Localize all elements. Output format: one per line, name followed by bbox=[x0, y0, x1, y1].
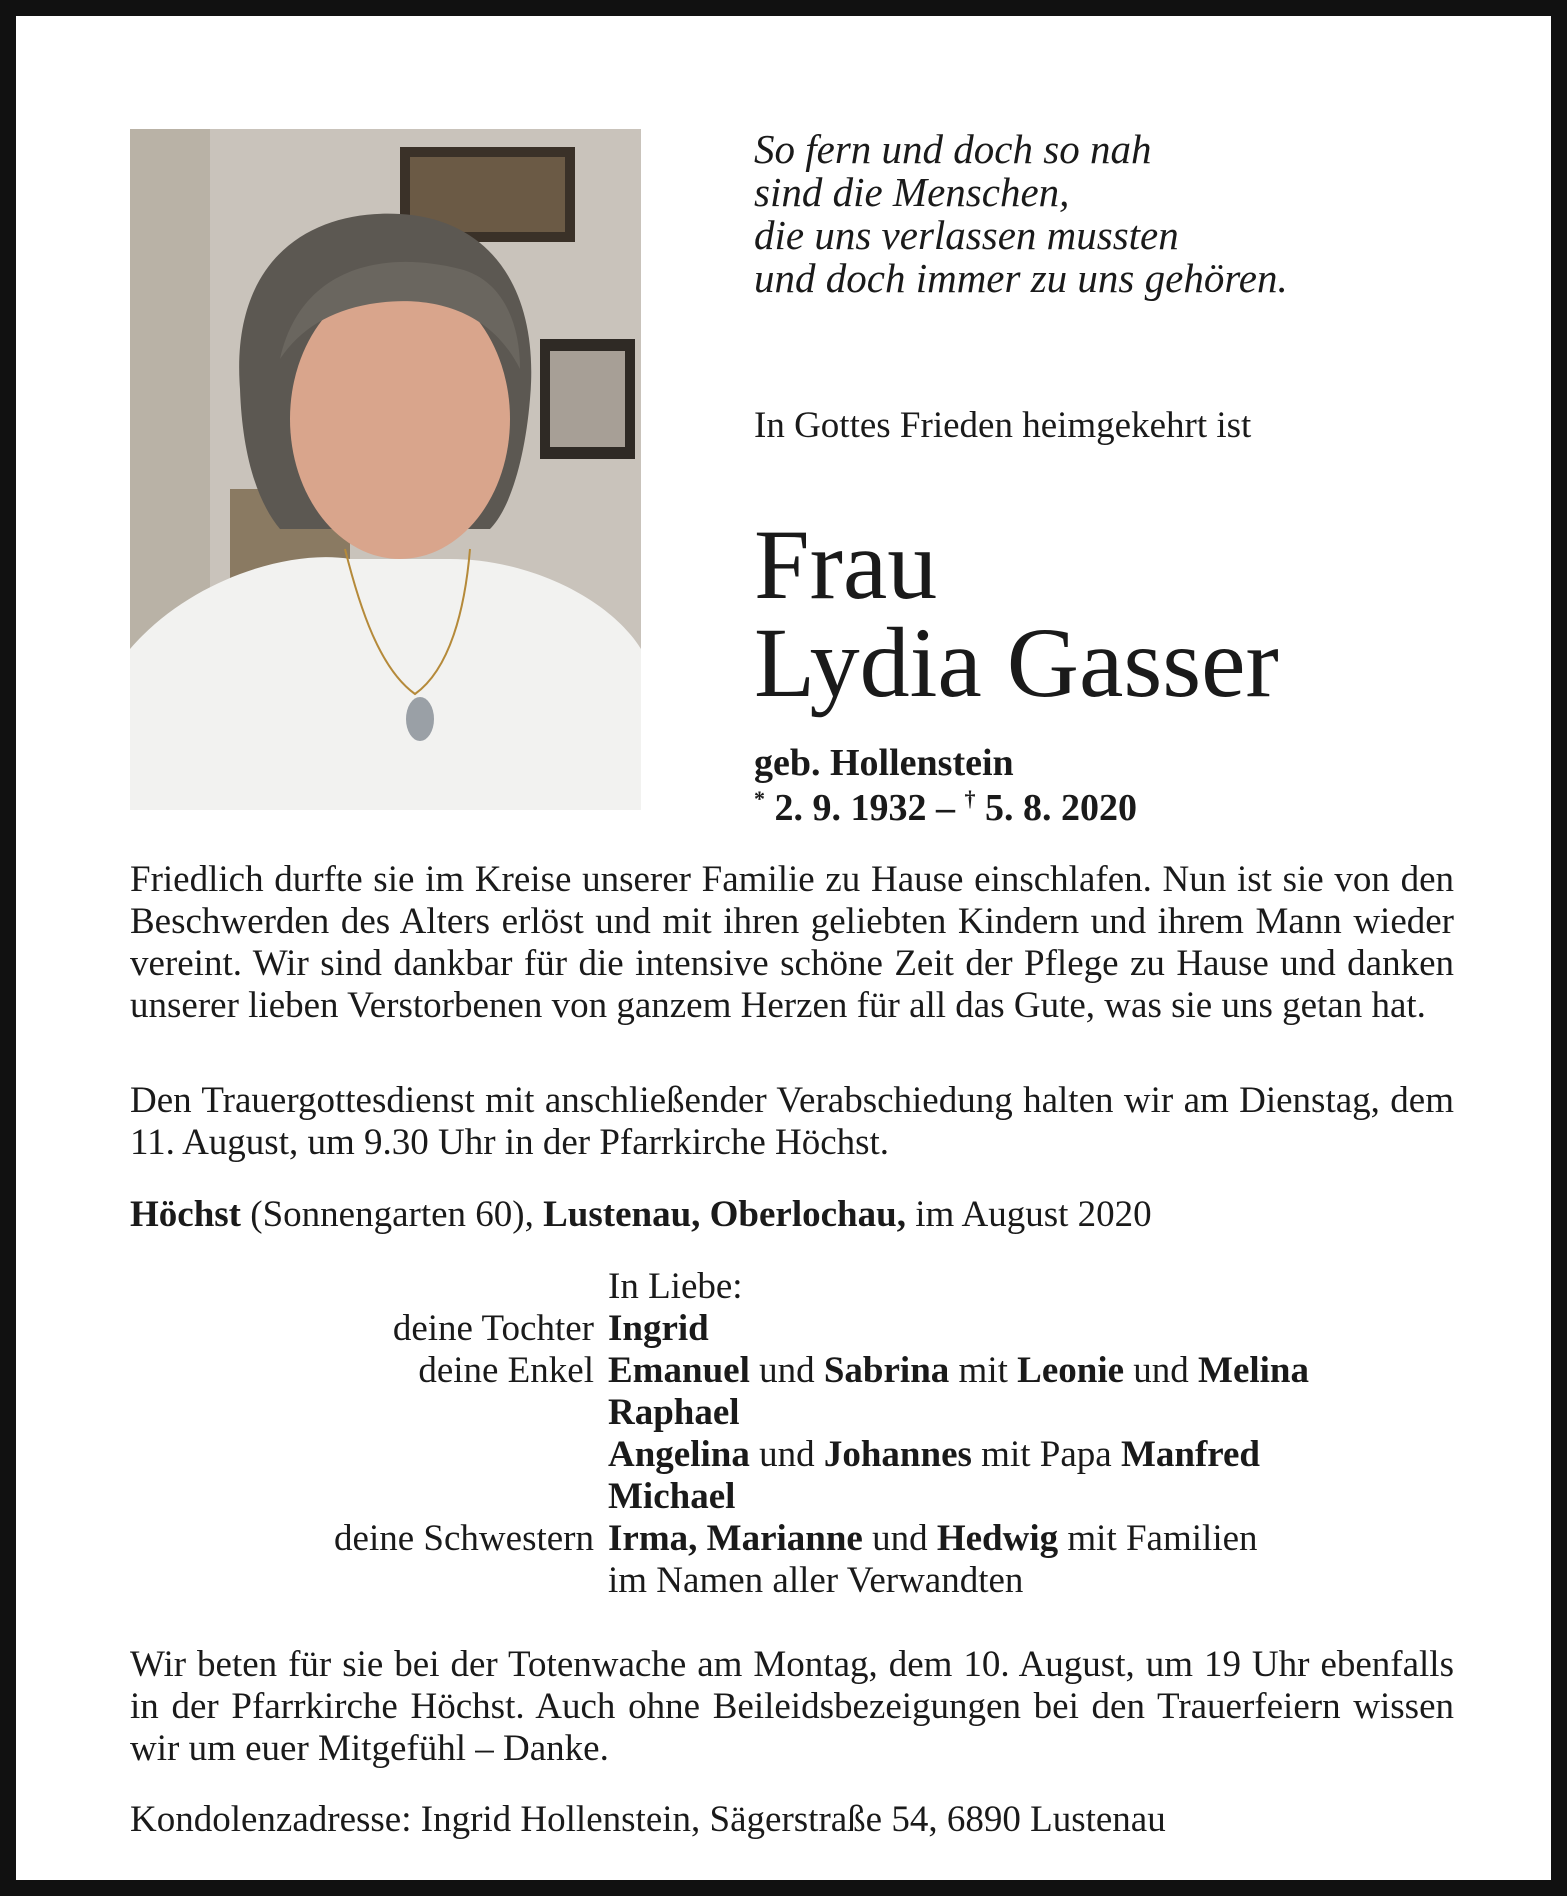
maiden-name: geb. Hollenstein bbox=[754, 742, 1014, 784]
paragraph-service: Den Trauergottesdienst mit anschließender Verabschiedung halten wir am Dienstag, dem 11. August, um 9.30 Uhr in der Pfarrkirche Höchst. bbox=[130, 1080, 1454, 1163]
portrait-photo bbox=[130, 129, 641, 810]
grandchild-name: Raphael bbox=[608, 1392, 740, 1433]
sisters-label: deine Schwestern bbox=[334, 1518, 594, 1559]
condolence-address: Kondolenzadresse: Ingrid Hollenstein, Sägerstraße 54, 6890 Lustenau bbox=[130, 1799, 1166, 1840]
grandchild-name: Sabrina bbox=[823, 1350, 950, 1391]
place-other: Lustenau, Oberlochau, bbox=[543, 1194, 906, 1235]
grandchild-name: Emanuel bbox=[608, 1350, 750, 1391]
place-town: Höchst bbox=[130, 1194, 241, 1235]
deceased-fullname: Lydia Gasser bbox=[754, 607, 1279, 718]
daughter-label: deine Tochter bbox=[392, 1308, 594, 1349]
mourners-row-grandchildren: deine Enkel Emanuel und Sabrina mit Leonie und Melina bbox=[130, 1350, 1470, 1392]
mourners-heading-row bbox=[130, 1266, 1470, 1308]
death-date: 5. 8. 2020 bbox=[985, 787, 1137, 829]
paragraph-wake: Wir beten für sie bei der Totenwache am Montag, dem 10. August, um 19 Uhr ebenfalls in der Pfarrkirche Höchst. Auch ohne Beileidsbezeigungen bei den Trauerfeiern wissen wir um euer Mitgefühl – Danke. bbox=[130, 1644, 1454, 1769]
date-dash: – bbox=[936, 787, 955, 829]
great-grandchild-name: Melina bbox=[1198, 1350, 1310, 1391]
mourners-row-sisters: deine Schwestern Irma, Marianne und Hedwig mit Familien bbox=[130, 1518, 1470, 1560]
mourners-list: In Liebe: deine Tochter Ingrid deine Enkel Emanuel und Sabrina mit Leonie und Melina Raphael Angelina und Johannes mit Papa Manfred Michael deine Schwestern Irma, Marianne und Hedwig mit Familien im Namen aller Verwandten bbox=[130, 1266, 1470, 1602]
birth-date: 2. 9. 1932 bbox=[774, 787, 927, 829]
mourners-heading: In Liebe: bbox=[608, 1266, 743, 1307]
verse-line: So fern und doch so nah bbox=[754, 126, 1152, 172]
daughter-name: Ingrid bbox=[608, 1308, 709, 1349]
mourners-row-daughter bbox=[130, 1308, 1470, 1350]
sister-names: Irma, Marianne bbox=[608, 1518, 863, 1559]
verse-line: sind die Menschen, bbox=[754, 169, 1070, 215]
place-month: im August 2020 bbox=[915, 1194, 1152, 1235]
great-grandchild-name: Leonie bbox=[1017, 1350, 1125, 1391]
grandchildren-label: deine Enkel bbox=[418, 1350, 594, 1391]
deceased-title: Frau bbox=[754, 509, 938, 620]
verse-line: die uns verlassen mussten bbox=[754, 212, 1179, 258]
birth-symbol: * bbox=[754, 786, 765, 811]
relative-name: Manfred bbox=[1120, 1434, 1261, 1475]
verse-line: und doch immer zu uns gehören. bbox=[754, 255, 1288, 301]
portrait-image bbox=[130, 129, 641, 810]
paragraph-farewell: Friedlich durfte sie im Kreise unserer Familie zu Hause einschlafen. Nun ist sie von den Beschwerden des Alters erlöst und mit ihren geliebten Kindern und ihrem Mann wieder vereint. Wir sind dankbar für die intensive schöne Zeit der Pflege zu Hause und danken unserer lieben Verstorbenen von ganzem Herzen für all das Gute, was sie uns getan hat. bbox=[130, 859, 1454, 1026]
obituary-sheet bbox=[16, 16, 1551, 1880]
place-address: (Sonnengarten 60), bbox=[250, 1194, 534, 1235]
life-dates bbox=[754, 786, 1137, 830]
grandchild-name: Michael bbox=[608, 1476, 736, 1517]
grandchild-name: Angelina bbox=[608, 1434, 750, 1475]
place-line bbox=[130, 1193, 1152, 1236]
intro-text: In Gottes Frieden heimgekehrt ist bbox=[754, 405, 1252, 446]
sister-name: Hedwig bbox=[936, 1518, 1059, 1559]
memorial-verse bbox=[754, 128, 1288, 300]
death-symbol: † bbox=[964, 786, 976, 811]
grandchild-name: Johannes bbox=[823, 1434, 972, 1475]
relatives-line: im Namen aller Verwandten bbox=[608, 1560, 1024, 1601]
deceased-name bbox=[754, 509, 1279, 718]
